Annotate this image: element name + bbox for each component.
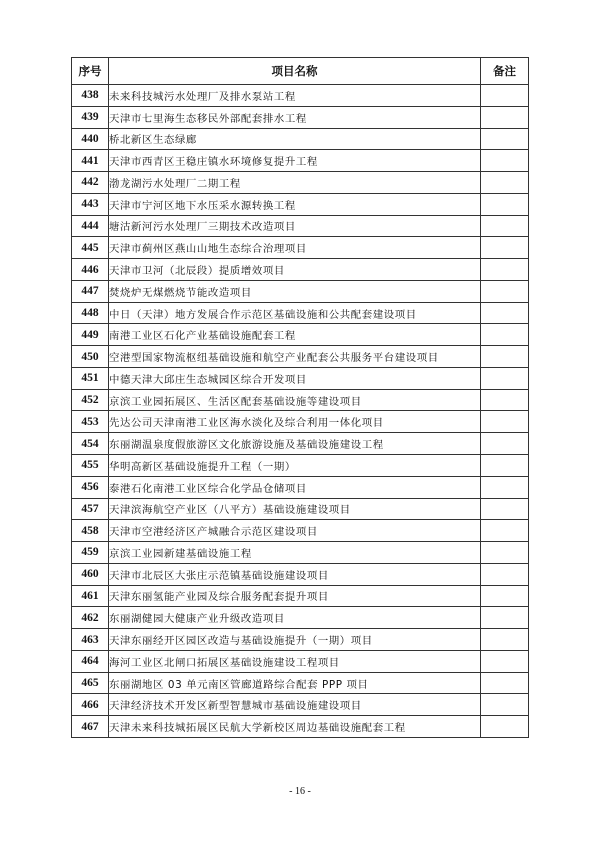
table-row bbox=[72, 585, 529, 607]
row-serial-number: 461 bbox=[72, 585, 109, 607]
row-remarks bbox=[481, 716, 529, 738]
table-row bbox=[72, 563, 529, 585]
row-project-name: 未来科技城污水处理厂及排水泵站工程 bbox=[109, 85, 481, 107]
row-remarks bbox=[481, 629, 529, 651]
row-remarks bbox=[481, 237, 529, 259]
table-row bbox=[72, 650, 529, 672]
row-serial-number: 449 bbox=[72, 324, 109, 346]
table-row bbox=[72, 193, 529, 215]
row-serial-number: 452 bbox=[72, 389, 109, 411]
table-row bbox=[72, 324, 529, 346]
header-serial-number: 序号 bbox=[72, 58, 109, 85]
row-serial-number: 453 bbox=[72, 411, 109, 433]
row-project-name: 泰港石化南港工业区综合化学品仓储项目 bbox=[109, 476, 481, 498]
row-remarks bbox=[481, 324, 529, 346]
row-project-name: 东丽湖温泉度假旅游区文化旅游设施及基础设施建设工程 bbox=[109, 433, 481, 455]
row-project-name: 南港工业区石化产业基础设施配套工程 bbox=[109, 324, 481, 346]
row-remarks bbox=[481, 280, 529, 302]
table-header-row bbox=[72, 58, 529, 85]
row-project-name: 桥北新区生态绿廊 bbox=[109, 128, 481, 150]
row-remarks bbox=[481, 85, 529, 107]
row-project-name: 天津市七里海生态移民外部配套排水工程 bbox=[109, 106, 481, 128]
table-row bbox=[72, 389, 529, 411]
row-remarks bbox=[481, 302, 529, 324]
row-remarks bbox=[481, 433, 529, 455]
table-row bbox=[72, 433, 529, 455]
row-remarks bbox=[481, 542, 529, 564]
row-project-name: 先达公司天津南港工业区海水淡化及综合利用一体化项目 bbox=[109, 411, 481, 433]
table-row bbox=[72, 476, 529, 498]
table-row bbox=[72, 672, 529, 694]
row-project-name: 东丽湖健园大健康产业升级改造项目 bbox=[109, 607, 481, 629]
row-remarks bbox=[481, 215, 529, 237]
row-remarks bbox=[481, 346, 529, 368]
row-project-name: 焚烧炉无煤燃烧节能改造项目 bbox=[109, 280, 481, 302]
row-project-name: 天津市卫河（北辰段）提质增效项目 bbox=[109, 259, 481, 281]
table-row bbox=[72, 716, 529, 738]
table-row bbox=[72, 607, 529, 629]
table-row bbox=[72, 215, 529, 237]
row-serial-number: 463 bbox=[72, 629, 109, 651]
row-remarks bbox=[481, 367, 529, 389]
project-table bbox=[71, 57, 529, 738]
table-row bbox=[72, 237, 529, 259]
row-project-name: 空港型国家物流枢纽基础设施和航空产业配套公共服务平台建设项目 bbox=[109, 346, 481, 368]
row-remarks bbox=[481, 563, 529, 585]
row-serial-number: 464 bbox=[72, 650, 109, 672]
row-remarks bbox=[481, 172, 529, 194]
row-serial-number: 460 bbox=[72, 563, 109, 585]
table-row bbox=[72, 106, 529, 128]
row-remarks bbox=[481, 694, 529, 716]
row-serial-number: 465 bbox=[72, 672, 109, 694]
page-number: - 16 - bbox=[289, 786, 311, 797]
row-serial-number: 467 bbox=[72, 716, 109, 738]
row-serial-number: 448 bbox=[72, 302, 109, 324]
row-remarks bbox=[481, 585, 529, 607]
row-serial-number: 439 bbox=[72, 106, 109, 128]
table-row bbox=[72, 128, 529, 150]
row-serial-number: 459 bbox=[72, 542, 109, 564]
row-serial-number: 450 bbox=[72, 346, 109, 368]
row-remarks bbox=[481, 193, 529, 215]
row-serial-number: 438 bbox=[72, 85, 109, 107]
row-serial-number: 443 bbox=[72, 193, 109, 215]
row-project-name: 海河工业区北闸口拓展区基础设施建设工程项目 bbox=[109, 650, 481, 672]
row-remarks bbox=[481, 455, 529, 477]
row-serial-number: 444 bbox=[72, 215, 109, 237]
row-project-name: 天津东丽氢能产业园及综合服务配套提升项目 bbox=[109, 585, 481, 607]
row-remarks bbox=[481, 106, 529, 128]
table-row bbox=[72, 367, 529, 389]
table-row bbox=[72, 172, 529, 194]
row-project-name: 天津滨海航空产业区（八平方）基础设施建设项目 bbox=[109, 498, 481, 520]
table-row bbox=[72, 455, 529, 477]
row-project-name: 天津市空港经济区产城融合示范区建设项目 bbox=[109, 520, 481, 542]
row-project-name: 天津市宁河区地下水压采水源转换工程 bbox=[109, 193, 481, 215]
row-remarks bbox=[481, 150, 529, 172]
row-serial-number: 456 bbox=[72, 476, 109, 498]
row-project-name: 中德天津大邱庄生态城园区综合开发项目 bbox=[109, 367, 481, 389]
table-row bbox=[72, 280, 529, 302]
table-row bbox=[72, 259, 529, 281]
row-project-name: 天津市西青区王稳庄镇水环境修复提升工程 bbox=[109, 150, 481, 172]
table-row bbox=[72, 302, 529, 324]
row-serial-number: 447 bbox=[72, 280, 109, 302]
row-serial-number: 445 bbox=[72, 237, 109, 259]
row-remarks bbox=[481, 650, 529, 672]
table-row bbox=[72, 346, 529, 368]
row-serial-number: 451 bbox=[72, 367, 109, 389]
row-serial-number: 455 bbox=[72, 455, 109, 477]
row-serial-number: 440 bbox=[72, 128, 109, 150]
row-remarks bbox=[481, 672, 529, 694]
table-row bbox=[72, 520, 529, 542]
row-serial-number: 462 bbox=[72, 607, 109, 629]
header-remarks: 备注 bbox=[481, 58, 529, 85]
row-serial-number: 466 bbox=[72, 694, 109, 716]
row-serial-number: 457 bbox=[72, 498, 109, 520]
table-body bbox=[72, 85, 529, 738]
table-row bbox=[72, 498, 529, 520]
row-project-name: 渤龙湖污水处理厂二期工程 bbox=[109, 172, 481, 194]
row-remarks bbox=[481, 259, 529, 281]
row-remarks bbox=[481, 498, 529, 520]
row-serial-number: 454 bbox=[72, 433, 109, 455]
row-project-name: 京滨工业园新建基础设施工程 bbox=[109, 542, 481, 564]
row-remarks bbox=[481, 128, 529, 150]
row-project-name: 天津市北辰区大张庄示范镇基础设施建设项目 bbox=[109, 563, 481, 585]
table-row bbox=[72, 85, 529, 107]
row-project-name: 中日（天津）地方发展合作示范区基础设施和公共配套建设项目 bbox=[109, 302, 481, 324]
row-project-name: 塘沽新河污水处理厂三期技术改造项目 bbox=[109, 215, 481, 237]
row-remarks bbox=[481, 520, 529, 542]
row-serial-number: 442 bbox=[72, 172, 109, 194]
row-project-name: 天津未来科技城拓展区民航大学新校区周边基础设施配套工程 bbox=[109, 716, 481, 738]
table-row bbox=[72, 150, 529, 172]
row-remarks bbox=[481, 389, 529, 411]
table-row bbox=[72, 411, 529, 433]
row-remarks bbox=[481, 476, 529, 498]
row-project-name: 天津经济技术开发区新型智慧城市基础设施建设项目 bbox=[109, 694, 481, 716]
header-project-name: 项目名称 bbox=[109, 58, 481, 85]
table-row bbox=[72, 694, 529, 716]
row-remarks bbox=[481, 607, 529, 629]
table-row bbox=[72, 542, 529, 564]
table-row bbox=[72, 629, 529, 651]
row-serial-number: 441 bbox=[72, 150, 109, 172]
row-project-name: 东丽湖地区 03 单元南区管廊道路综合配套 PPP 项目 bbox=[109, 672, 481, 694]
row-project-name: 华明高新区基础设施提升工程（一期） bbox=[109, 455, 481, 477]
row-project-name: 天津东丽经开区园区改造与基础设施提升（一期）项目 bbox=[109, 629, 481, 651]
row-serial-number: 458 bbox=[72, 520, 109, 542]
row-serial-number: 446 bbox=[72, 259, 109, 281]
row-project-name: 京滨工业园拓展区、生活区配套基础设施等建设项目 bbox=[109, 389, 481, 411]
row-remarks bbox=[481, 411, 529, 433]
row-project-name: 天津市蓟州区燕山山地生态综合治理项目 bbox=[109, 237, 481, 259]
